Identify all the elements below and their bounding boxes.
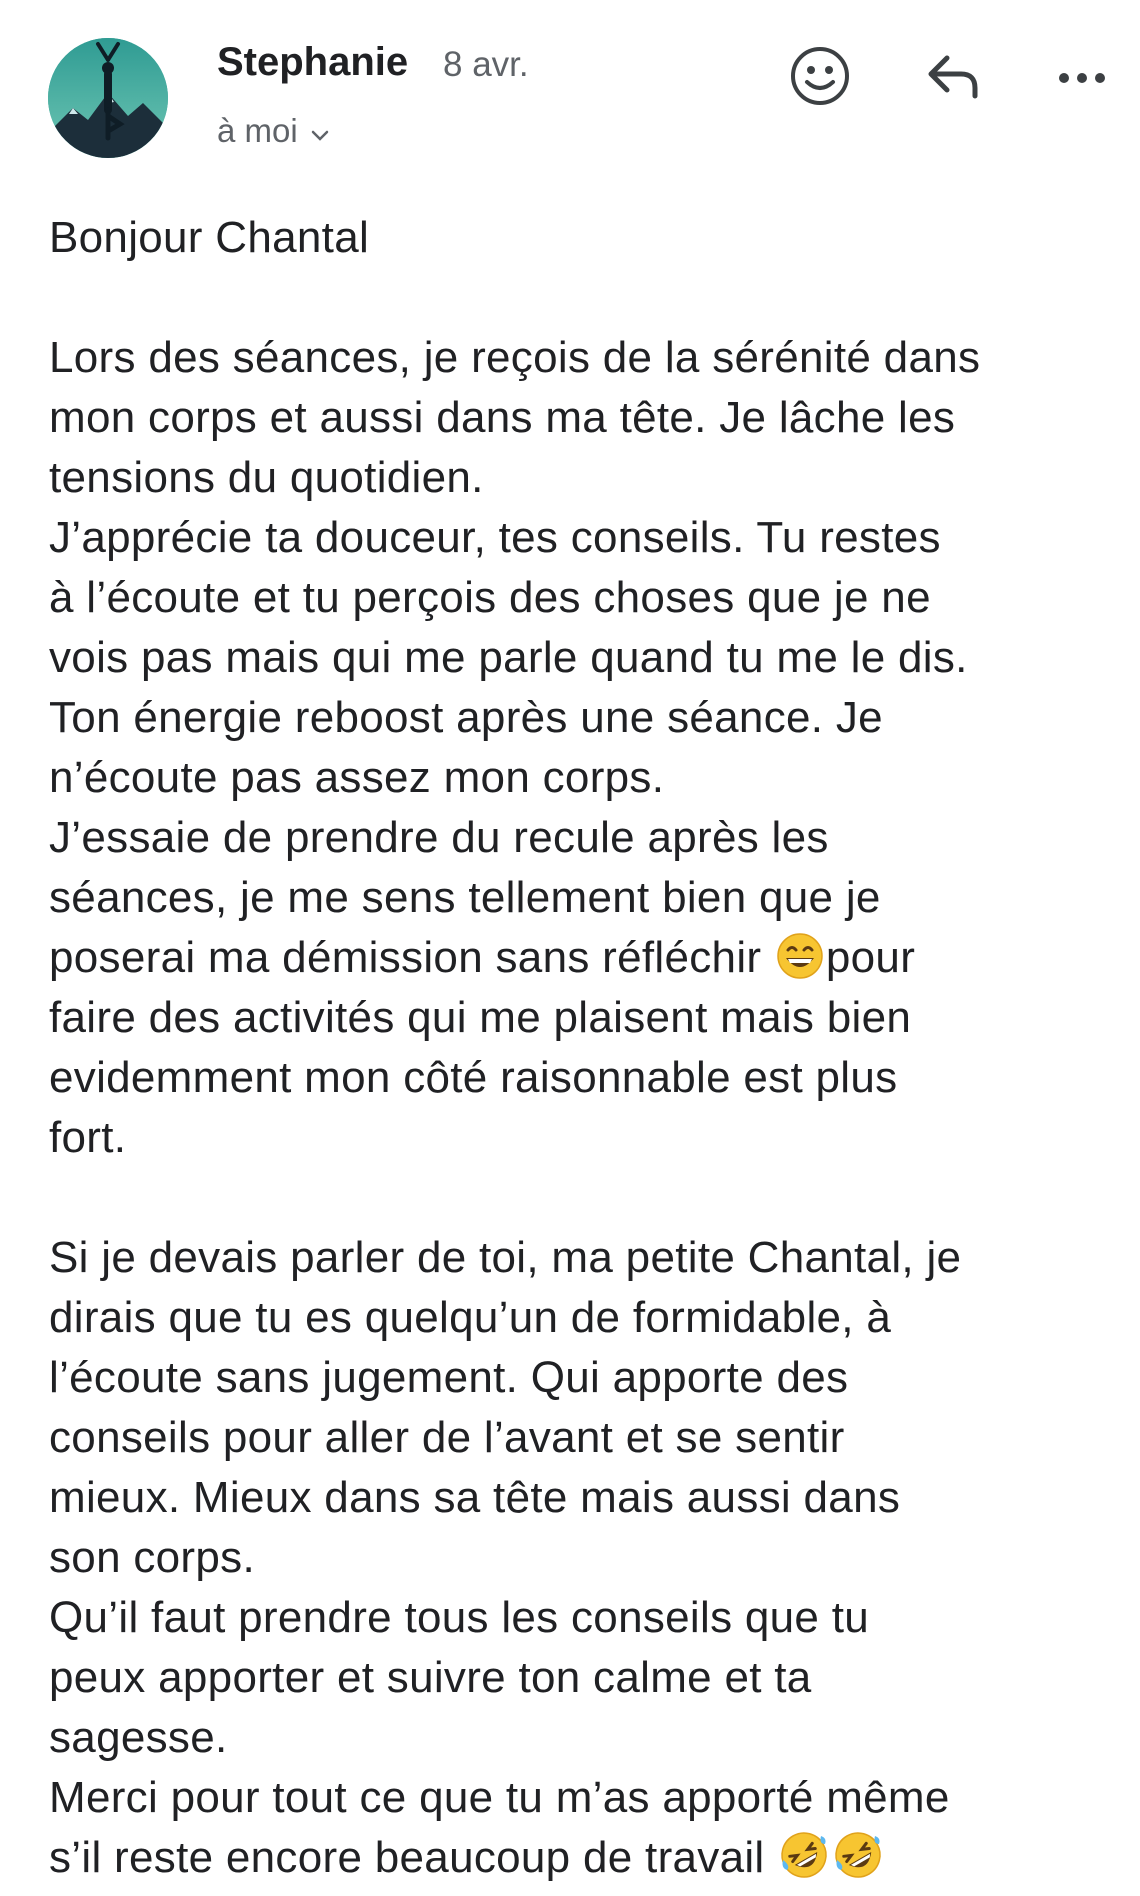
body-line: Qu’il faut prendre tous les conseils que tu — [49, 1593, 870, 1642]
body-line: dirais que tu es quelqu’un de formidable, à — [49, 1293, 892, 1342]
rolling-on-floor-laughing-emoji-icon — [779, 1830, 829, 1896]
body-line: mon corps et aussi dans ma tête. Je lâche les — [49, 393, 956, 442]
yoga-mountain-avatar-icon — [48, 38, 168, 158]
add-reaction-button[interactable] — [784, 40, 856, 112]
body-line-with-emoji — [49, 1828, 1129, 1888]
recipient-details-toggle[interactable] — [217, 112, 330, 150]
body-line: fort. — [49, 1113, 127, 1162]
more-horizontal-icon — [1050, 44, 1114, 108]
body-line: faire des activités qui me plaisent mais bien — [49, 993, 912, 1042]
email-body — [49, 208, 1129, 1888]
body-line: séances, je me sens tellement bien que je — [49, 873, 881, 922]
body-line: Ton énergie reboost après une séance. Je — [49, 693, 883, 742]
body-line: son corps. — [49, 1533, 255, 1582]
body-line: n’écoute pas assez mon corps. — [49, 753, 665, 802]
body-line: Si je devais parler de toi, ma petite Chantal, je — [49, 1233, 962, 1282]
more-options-button[interactable] — [1046, 40, 1118, 112]
body-line: vois pas mais qui me parle quand tu me le dis. — [49, 633, 968, 682]
recipient-label: à moi — [217, 112, 298, 149]
blank-line — [49, 268, 1129, 328]
smiley-icon — [788, 44, 852, 108]
chevron-down-icon — [310, 112, 330, 150]
grinning-face-emoji-icon — [776, 932, 824, 996]
email-date: 8 avr. — [443, 45, 529, 84]
rolling-on-floor-laughing-emoji-icon — [833, 1830, 883, 1896]
body-line: Merci pour tout ce que tu m’as apporté même — [49, 1773, 950, 1822]
sender-name: Stephanie — [217, 40, 409, 84]
email-header — [0, 0, 1140, 175]
body-line: à l’écoute et tu perçois des choses que je ne — [49, 573, 931, 622]
reply-icon — [921, 44, 985, 108]
body-line: evidemment mon côté raisonnable est plus — [49, 1053, 898, 1102]
body-line: mieux. Mieux dans sa tête mais aussi dans — [49, 1473, 901, 1522]
body-line: J’apprécie ta douceur, tes conseils. Tu restes — [49, 513, 941, 562]
body-line: peux apporter et suivre ton calme et ta — [49, 1653, 812, 1702]
body-line: J’essaie de prendre du recule après les — [49, 813, 829, 862]
body-line: l’écoute sans jugement. Qui apporte des — [49, 1353, 849, 1402]
body-line-with-emoji — [49, 928, 1129, 988]
sender-avatar[interactable] — [48, 38, 168, 158]
reply-button[interactable] — [917, 40, 989, 112]
body-text-fragment: s’il reste encore beaucoup de travail — [49, 1833, 778, 1882]
body-text-fragment: poserai ma démission sans réfléchir — [49, 933, 774, 982]
body-line: conseils pour aller de l’avant et se sentir — [49, 1413, 845, 1462]
greeting: Bonjour Chantal — [49, 213, 370, 262]
blank-line — [49, 1168, 1129, 1228]
body-line: sagesse. — [49, 1713, 228, 1762]
body-line: Lors des séances, je reçois de la sérénité dans — [49, 333, 981, 382]
body-line: tensions du quotidien. — [49, 453, 484, 502]
body-text-fragment: pour — [825, 933, 916, 982]
